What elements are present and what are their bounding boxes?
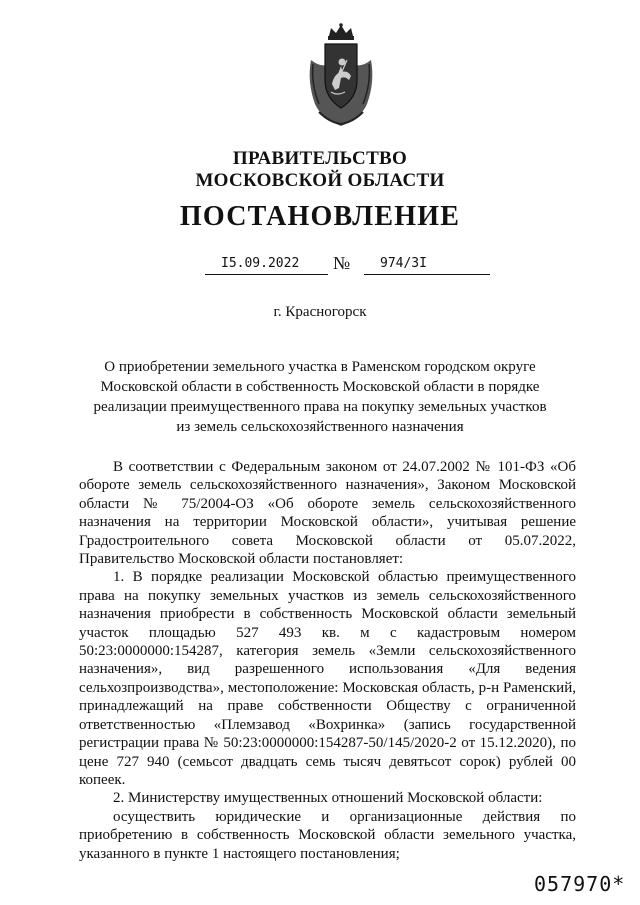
subject-line: реализации преимущественного права на покупку земельных участков: [93, 399, 547, 415]
body-paragraph-4: осуществить юридические и организационные действия по приобретению в собственность Московской области земельного участка, указанного в пункте 1 настоящего постановления;: [79, 808, 576, 862]
org-name-line2: МОСКОВСКОЙ ОБЛАСТИ: [195, 170, 445, 191]
serial-number: 057970*: [534, 872, 626, 896]
document-body: [79, 458, 576, 863]
org-name-line1: ПРАВИТЕЛЬСТВО: [232, 148, 408, 169]
subject-line: из земель сельскохозяйственного назначения: [176, 419, 464, 435]
city-name: г. Красногорск: [273, 304, 367, 320]
coat-of-arms-icon: [301, 22, 381, 132]
number-sign: №: [333, 253, 351, 273]
subject-line: О приобретении земельного участка в Раменском городском округе: [104, 359, 536, 375]
subject-line: Московской области в собственность Московской области в порядке: [100, 379, 540, 395]
document-number: 974/3I: [380, 256, 427, 271]
document-date: I5.09.2022: [221, 256, 300, 271]
body-paragraph-3: 2. Министерству имущественных отношений Московской области:: [113, 790, 543, 807]
document-subject: [70, 357, 570, 437]
body-paragraph-2: 1. В порядке реализации Московской областью преимущественного права на покупку земельных участков из земель сельскохозяйственного назначения приобрести в собственность Московской области земельный участок площадью 527 493 кв. м с кадастровым номером 50:23:0000000:154287, категория земель «Земли сельскохозяйственного назначения», вид разрешенного использования «Для ведения сельхозпроизводства», местоположение: Московская область, р-н Раменский, принадлежащий на праве собственности Обществу с ограниченной ответственностью «Племзавод «Вохринка» (запись государственной регистрации права № 50:23:0000000:154287-50/145/2020-2 от 15.12.2020), по цене 727 940 (семьсот двадцать семь тысяч девятьсот сорок) рублей 00 копеек.: [79, 569, 576, 788]
body-paragraph-1: В соответствии с Федеральным законом от 24.07.2002 № 101-ФЗ «Об обороте земель сельскохозяйственного назначения», Законом Московской области № 75/2004-ОЗ «Об обороте земель сельскохозяйственного назначения на территории Московской области», учитывая решение Градостроительного совета Московской области от 05.07.2022, Правительство Московской области постановляет:: [79, 459, 576, 568]
document-type-title: ПОСТАНОВЛЕНИЕ: [179, 201, 461, 232]
